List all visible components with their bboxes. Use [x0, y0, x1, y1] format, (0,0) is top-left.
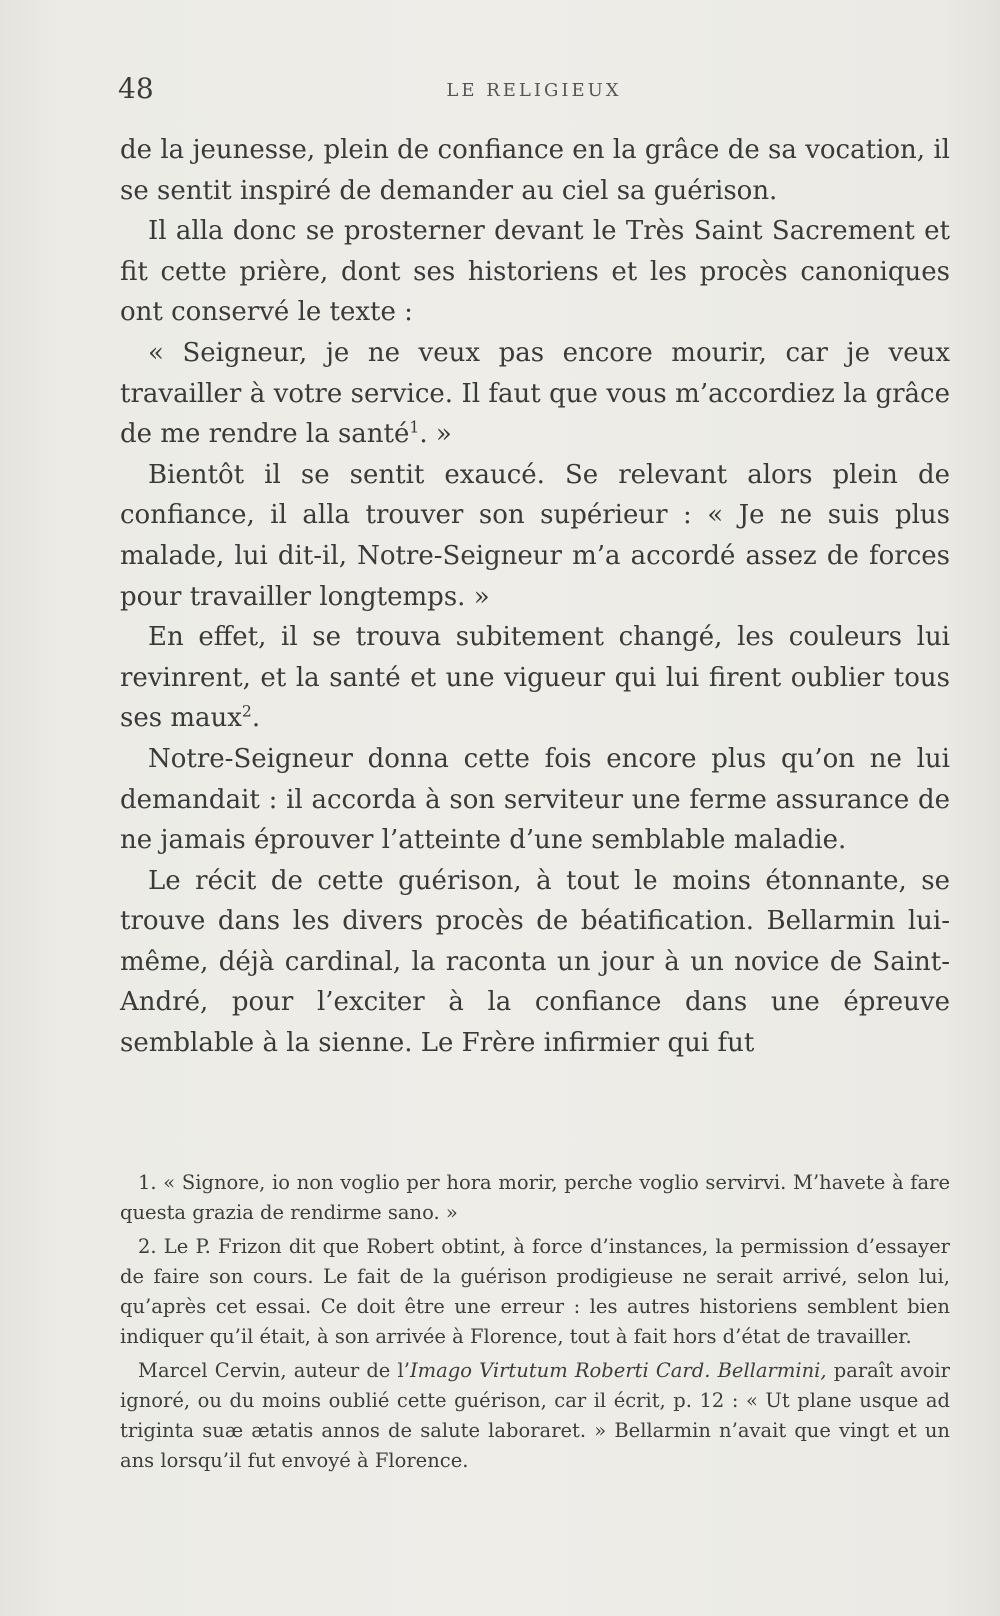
footnote-2-continued [120, 1356, 950, 1476]
paragraph-exauce: Bientôt il se sentit exaucé. Se relevant alors plein de confiance, il alla trouver son supérieur : « Je ne suis plus malade, lui dit-il, Notre-Seigneur m’a accordé assez de forces pour travailler longtemps. » [120, 459, 950, 612]
footnote-ref-1: 1 [409, 418, 420, 437]
footnote-ref-2: 2 [241, 702, 252, 721]
paragraph-recit: Le récit de cette guérison, à tout le moins étonnante, se trouve dans les divers procès de béatification. Bellarmin lui-même, déjà cardinal, la raconta un jour à un novice de Saint-André, pour l’exciter à la confiance dans une épreuve semblable à la sienne. Le Frère infirmier qui fut [120, 865, 950, 1059]
footnote-cervin-rest: paraît avoir ignoré, ou du moins oublié cette guérison, car il écrit, p. 12 : « Ut plane usque ad triginta suæ ætatis annos de salute laboraret. » Bellarmin n’avait que vingt et un ans lorsqu’il fut envoyé à Florence. [120, 1359, 950, 1472]
paragraph-change [120, 617, 950, 739]
prayer-quote-text: « Seigneur, je ne veux pas encore mourir, car je veux travailler à votre service. Il faut que vous m’accordiez la grâce de me rendre la santé [120, 337, 950, 450]
footnotes [120, 1168, 950, 1476]
paragraph-prayer-intro: Il alla donc se prosterner devant le Très Saint Sacrement et fit cette prière, dont ses historiens et les procès canoniques ont conservé le texte : [120, 216, 950, 328]
paragraph-continued: de la jeunesse, plein de confiance en la grâce de sa vocation, il se sentit inspiré de demander au ciel sa guérison. [120, 135, 950, 206]
paragraph-assurance: Notre-Seigneur donna cette fois encore plus qu’on ne lui demandait : il accorda à son serviteur une ferme assurance de ne jamais éprouver l’atteinte d’une semblable maladie. [120, 743, 950, 856]
paragraph-prayer-quote [120, 333, 950, 455]
footnote-1: 1. « Signore, io non voglio per hora morir, perche voglio servirvi. M’havete à fare questa grazia de rendirme sano. » [120, 1171, 950, 1224]
footnote-cervin-intro: Marcel Cervin, auteur de l’ [138, 1359, 410, 1382]
running-head: LE RELIGIEUX [446, 80, 622, 101]
change-end: . [251, 703, 261, 734]
change-text: En effet, il se trouva subitement changé, les couleurs lui revinrent, et la santé et une vigueur qui lui firent oublier tous ses maux [120, 622, 950, 734]
footnote-2: 2. Le P. Frizon dit que Robert obtint, à force d’instances, la permission d’essayer de faire son cours. Le fait de la guérison prodigieuse ne serait arrivé, selon lui, qu’après cet essai. Ce doit être une erreur : les autres historiens semblent bien indiquer qu’il était, à son arrivée à Florence, tout à fait hors d’état de travailler. [120, 1235, 950, 1348]
prayer-quote-end: . » [419, 419, 452, 450]
page-number: 48 [118, 72, 154, 105]
page-header [118, 72, 950, 112]
main-text [120, 130, 950, 1064]
footnote-book-title: Imago Virtutum Roberti Card. Bellarmini, [409, 1359, 827, 1382]
